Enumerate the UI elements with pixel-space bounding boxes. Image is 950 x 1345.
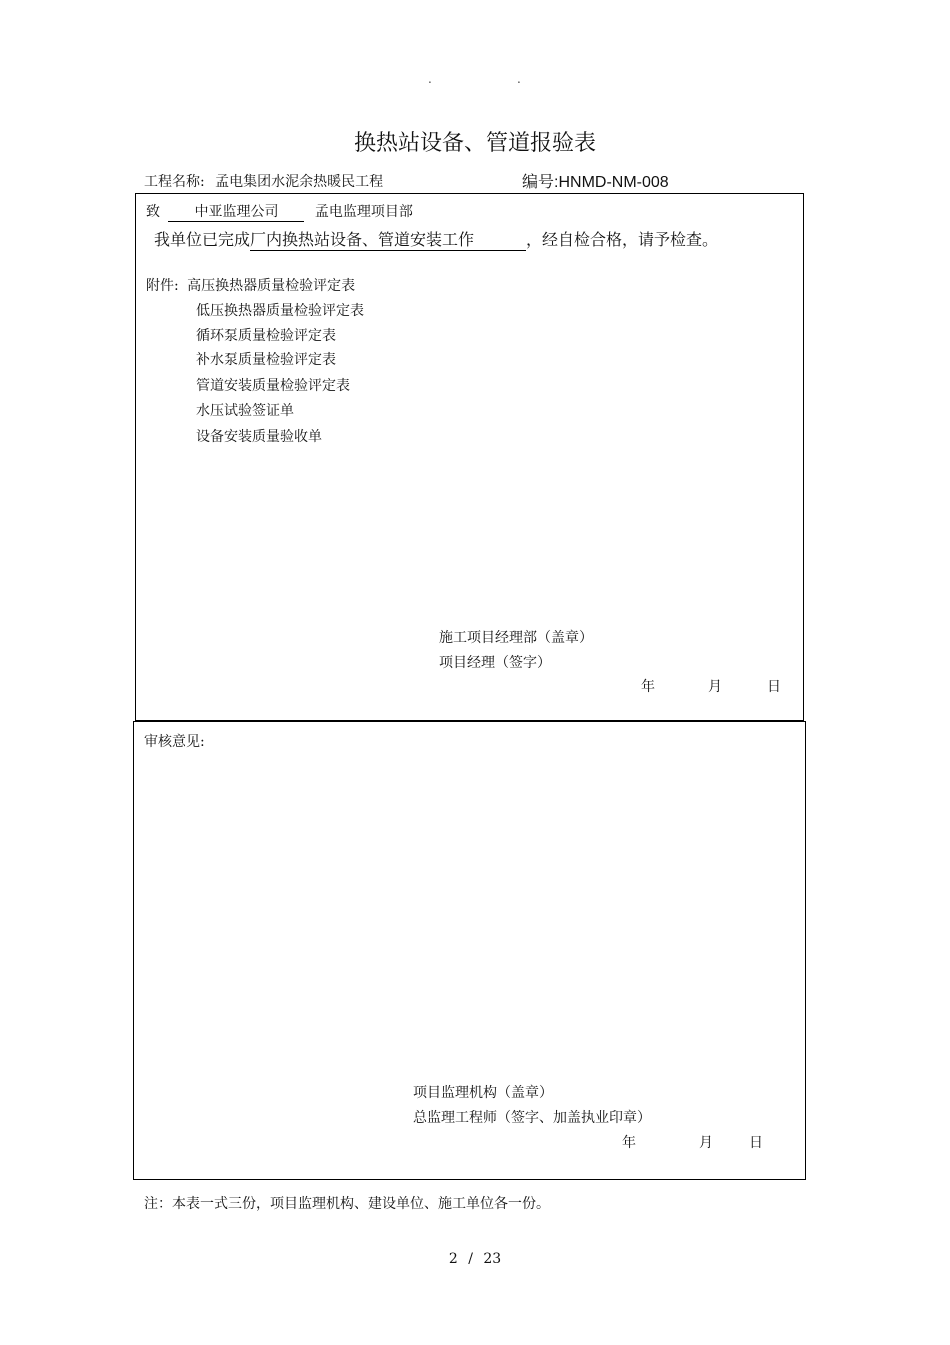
attachment-item: 管道安装质量检验评定表 (196, 378, 350, 394)
page-current: 2 (448, 1251, 458, 1267)
form-code (522, 169, 669, 192)
project-name: 孟电集团水泥余热暖民工程 (215, 174, 384, 190)
page-total: 23 (483, 1251, 502, 1267)
project-label: 工程名称: (144, 174, 205, 190)
review-label: 审核意见: (144, 734, 205, 750)
date-day: 日 (749, 1135, 763, 1151)
date-month: 月 (708, 679, 722, 695)
supervision-org-signature: 项目监理机构（盖章） (413, 1085, 553, 1101)
attachment-item: 设备安装质量验收单 (196, 429, 322, 445)
project-line (144, 171, 383, 191)
statement-suffix: ，经自检合格，请予检查。 (526, 230, 719, 249)
to-company: 中亚监理公司 (168, 201, 304, 222)
attachment-item: 水压试验签证单 (196, 403, 294, 419)
date-year: 年 (622, 1135, 636, 1151)
attachments-line (146, 275, 355, 295)
attachments-label: 附件: (146, 278, 179, 294)
code-value: :HNMD-NM-008 (554, 174, 669, 191)
to-dept: 孟电监理项目部 (314, 204, 413, 220)
date-day: 日 (767, 679, 781, 695)
attachment-item: 补水泵质量检验评定表 (196, 352, 336, 368)
date-year: 年 (641, 679, 655, 695)
statement-line (154, 227, 718, 251)
statement-prefix: 我单位已完成 (154, 230, 251, 249)
code-label: 编号 (522, 172, 555, 191)
date-month: 月 (699, 1135, 713, 1151)
contractor-org-signature: 施工项目经理部（盖章） (439, 630, 593, 646)
statement-work: 厂内换热站设备、管道安装工作 (250, 227, 526, 251)
page-separator: / (468, 1251, 473, 1267)
chief-engineer-signature: 总监理工程师（签字、加盖执业印章） (413, 1110, 651, 1126)
to-label: 致 (146, 204, 160, 220)
project-manager-signature: 项目经理（签字） (439, 655, 551, 671)
footnote: 注：本表一式三份，项目监理机构、建设单位、施工单位各一份。 (144, 1196, 550, 1212)
addressee-line (146, 201, 413, 222)
attachment-item: 低压换热器质量检验评定表 (196, 303, 364, 319)
page-number (0, 1251, 950, 1267)
form-title: 换热站设备、管道报验表 (353, 131, 596, 156)
attachment-item: 循环泵质量检验评定表 (196, 328, 336, 344)
header-mark-left: . (428, 72, 432, 86)
attachment-item: 高压换热器质量检验评定表 (187, 278, 356, 294)
header-mark-right: . (517, 72, 521, 86)
